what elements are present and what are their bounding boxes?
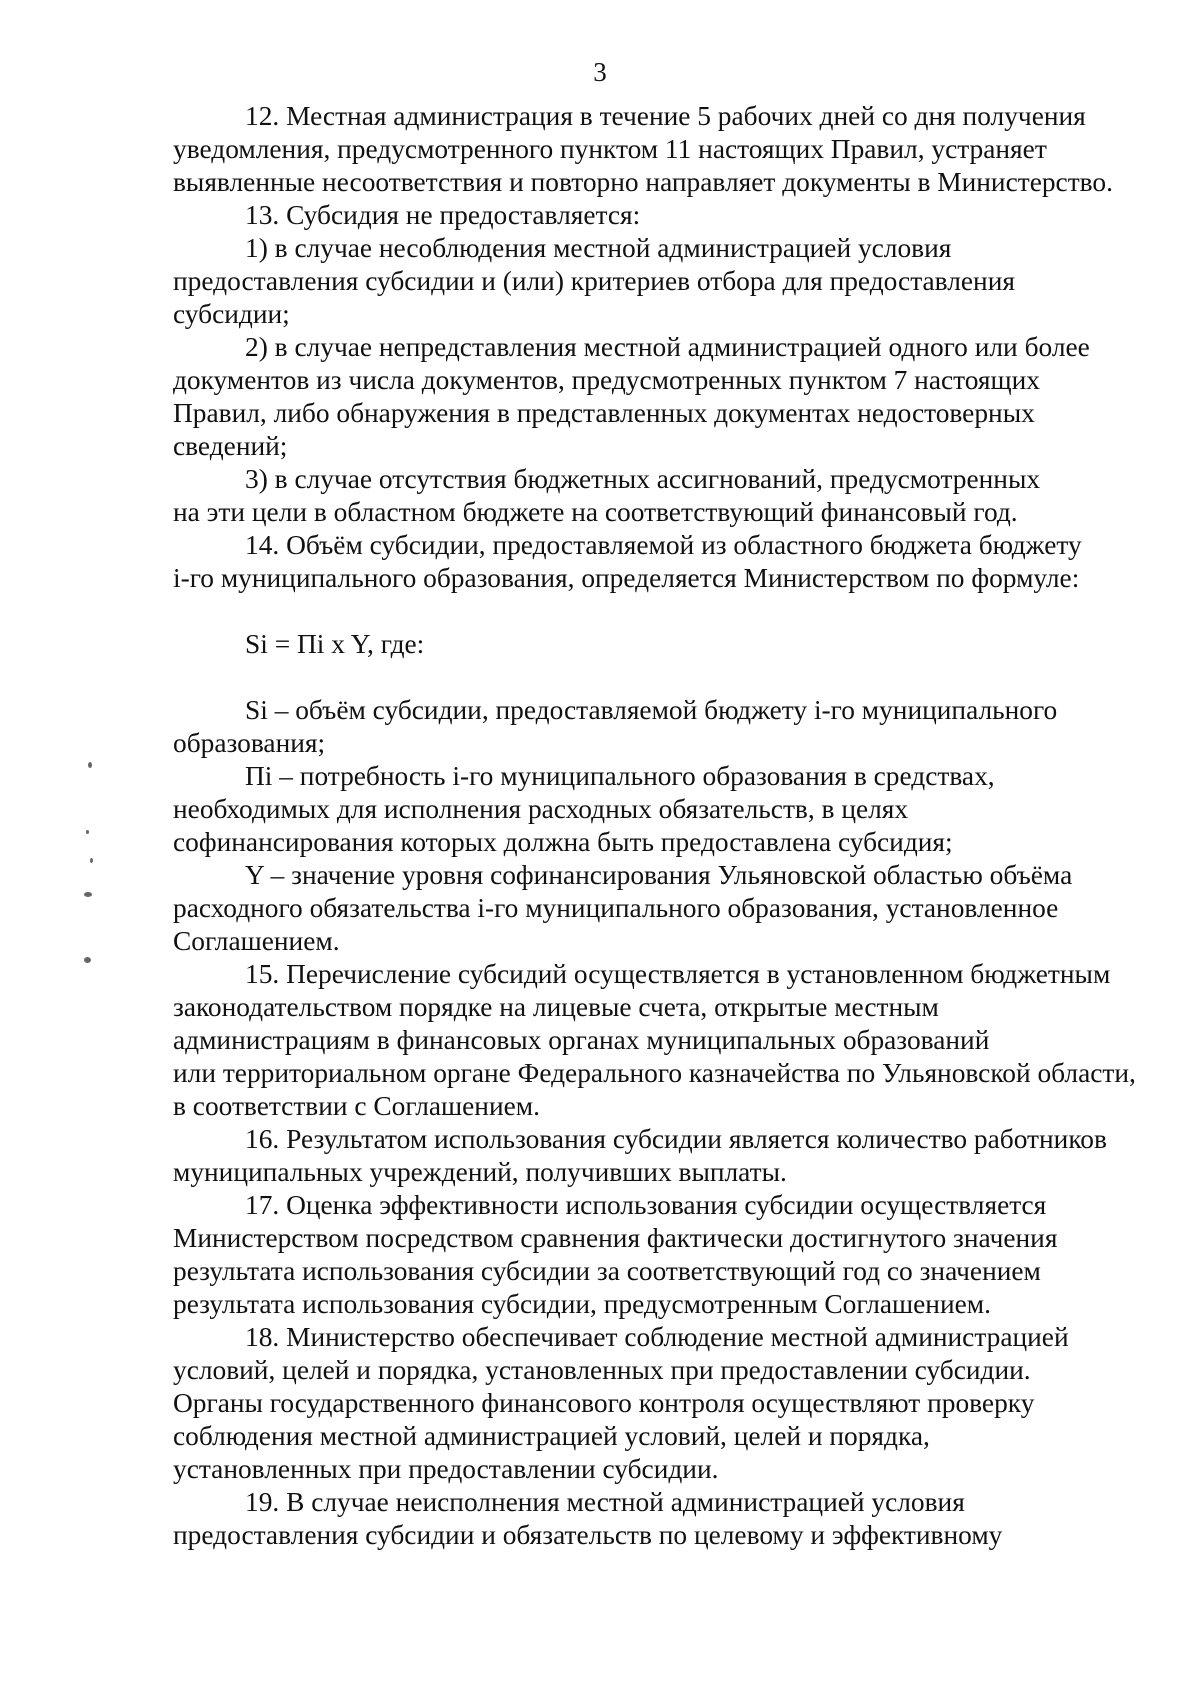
paragraph-16: 16. Результатом использования субсидии является количество работников муниципальных учреждений, получивших выплаты. [173, 1124, 1107, 1187]
page-number: 3 [593, 57, 607, 87]
paragraph-12: 12. Местная администрация в течение 5 рабочих дней со дня получения уведомления, предусмотренного пунктом 11 настоящих Правил, устраняет выявленные несоответствия и повторно направляет документы в Министерство. [173, 101, 1113, 197]
paragraph-13-item-3: 3) в случае отсутствия бюджетных ассигнований, предусмотренных на эти цели в областном бюджете на соответствующий финансовый год. [173, 464, 1041, 527]
definition-y: Y – значение уровня софинансирования Ульяновской областью объёма расходного обязательства i-го муниципального образования, установленное Соглашением. [173, 860, 1073, 956]
paragraph-13-item-1: 1) в случае несоблюдения местной администрацией условия предоставления субсидии и (или) критериев отбора для предоставления субсидии; [173, 233, 1015, 329]
scan-speck [84, 957, 91, 963]
definition-si: Si – объём субсидии, предоставляемой бюджету i-го муниципального образования; [173, 695, 1058, 758]
paragraph-15: 15. Перечисление субсидий осуществляется в установленном бюджетным законодательством порядке на лицевые счета, открытые местным администрациям в финансовых органах муниципальных образований или территориальном органе Федерального казначейства по Ульяновской области, в соответствии с Соглашением. [173, 959, 1136, 1121]
formula: Si = Пi x Y, где: [245, 629, 425, 659]
paragraph-17: 17. Оценка эффективности использования субсидии осуществляется Министерством посредством сравнения фактически достигнутого значения результата использования субсидии за соответствующий год со значением результата использования субсидии, предусмотренным Соглашением. [173, 1190, 1058, 1319]
document-body [173, 100, 1145, 1552]
scan-speck [86, 830, 89, 834]
definition-pi: Пi – потребность i-го муниципального образования в средствах, необходимых для исполнения расходных обязательств, в целях софинансирования которых должна быть предоставлена субсидия; [173, 761, 995, 857]
paragraph-13: 13. Субсидия не предоставляется: [245, 200, 641, 230]
scan-speck [84, 892, 92, 897]
scan-speck [90, 858, 93, 863]
scan-speck [88, 762, 92, 768]
paragraph-14: 14. Объём субсидии, предоставляемой из областного бюджета бюджету i-го муниципального образования, определяется Министерством по формуле: [173, 530, 1082, 593]
paragraph-18: 18. Министерство обеспечивает соблюдение местной администрацией условий, целей и порядка, установленных при предоставлении субсидии. Органы государственного финансового контроля осуществляют проверку соблюдения местной администрацией условий, целей и порядка, установленных при предоставлении субсидии. [173, 1322, 1069, 1484]
paragraph-19: 19. В случае неисполнения местной администрацией условия предоставления субсидии и обязательств по целевому и эффективному [173, 1487, 1003, 1550]
paragraph-13-item-2: 2) в случае непредставления местной администрацией одного или более документов из числа документов, предусмотренных пунктом 7 настоящих Правил, либо обнаружения в представленных документах недостоверных сведений; [173, 332, 1090, 461]
